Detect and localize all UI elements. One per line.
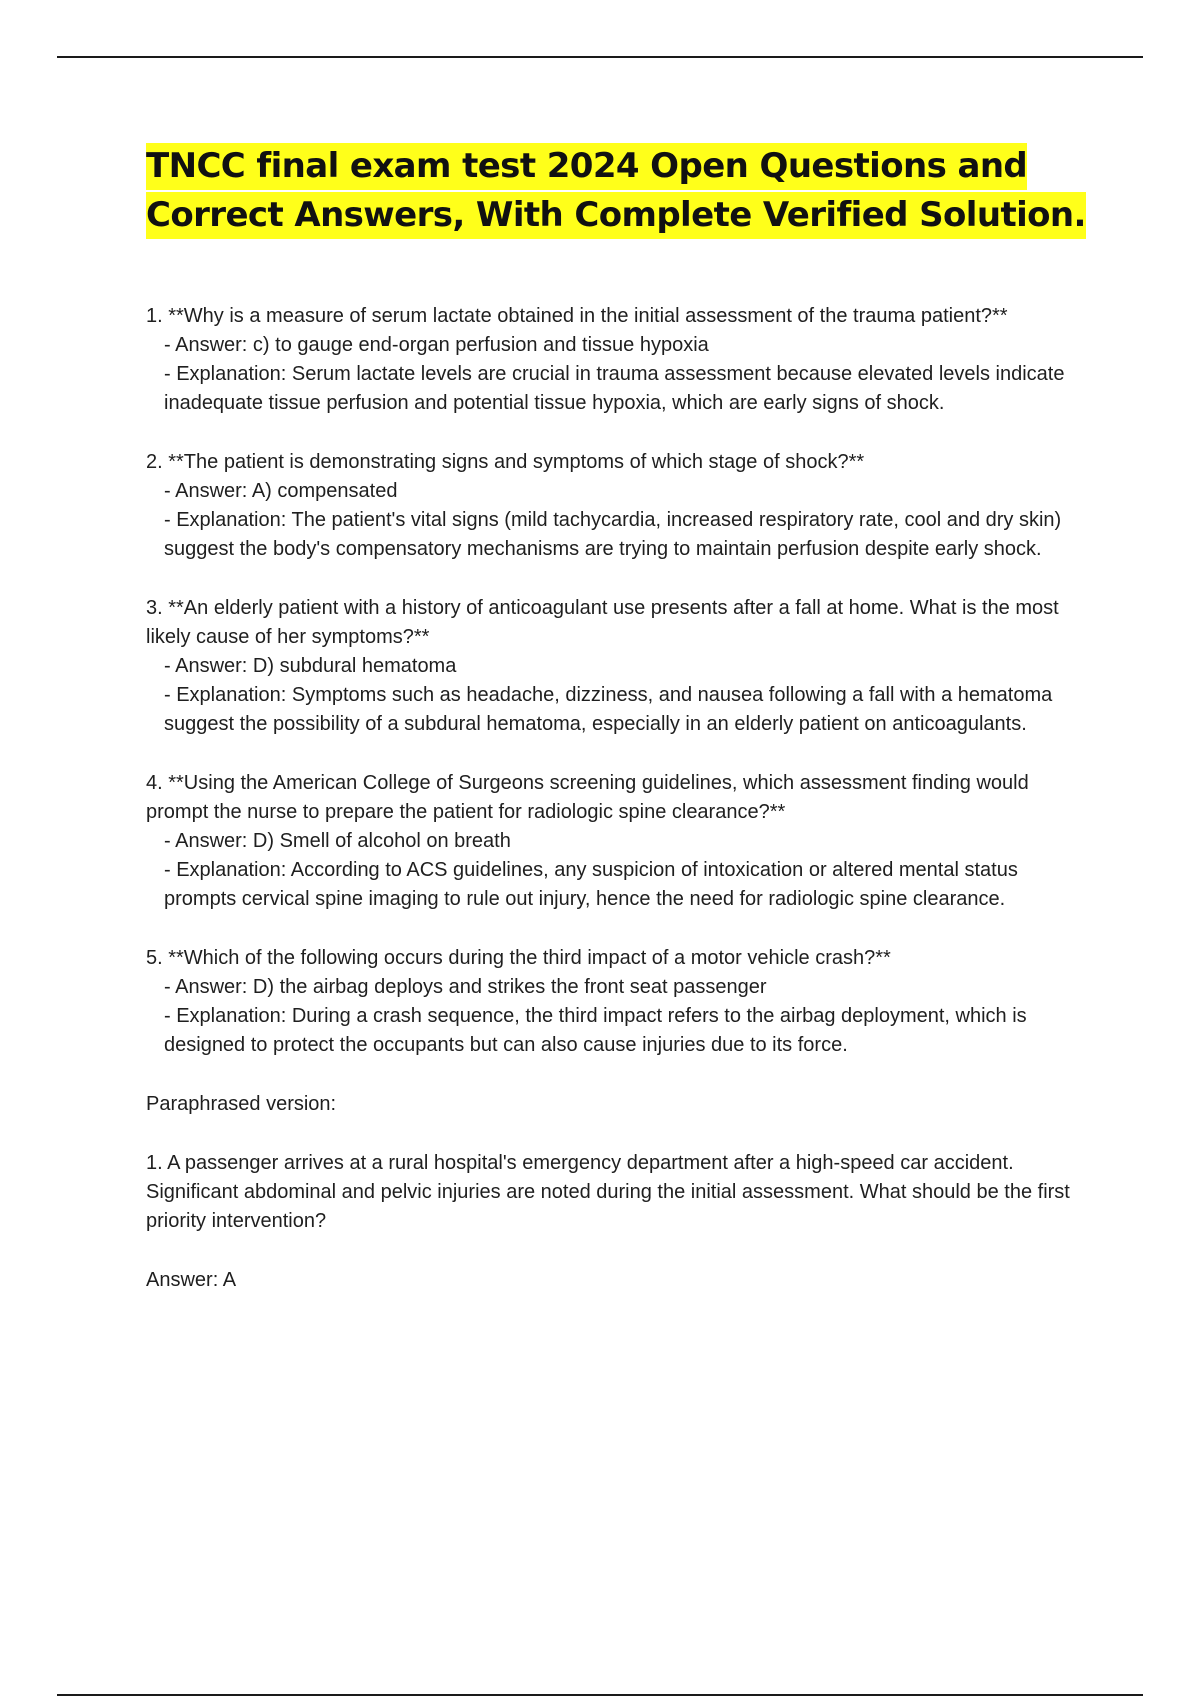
answer-line: - Answer: D) Smell of alcohol on breath bbox=[164, 830, 511, 852]
paraphrased-question: 1. A passenger arrives at a rural hospital's emergency department after a high-speed car accident. Significant abdominal and pelvic injuries are noted during the initial assessment. What should be the first priority intervention? bbox=[146, 1152, 1070, 1232]
answer-line: - Answer: c) to gauge end-organ perfusion and tissue hypoxia bbox=[164, 334, 709, 356]
explanation-text: - Explanation: Serum lactate levels are crucial in trauma assessment because elevated levels indicate inadequate tissue perfusion and potential tissue hypoxia, which are early signs of shock. bbox=[164, 363, 1065, 414]
paraphrased-answer: Answer: A bbox=[146, 1269, 237, 1291]
paraphrased-heading: Paraphrased version: bbox=[146, 1093, 337, 1115]
top-divider bbox=[57, 56, 1143, 58]
question-text: 4. **Using the American College of Surgeons screening guidelines, which assessment finding would prompt the nurse to prepare the patient for radiologic spine clearance?** bbox=[146, 772, 1029, 823]
explanation-text: - Explanation: According to ACS guidelines, any suspicion of intoxication or altered mental status prompts cervical spine imaging to rule out injury, hence the need for radiologic spine clearance. bbox=[164, 859, 1018, 910]
answer-line: - Answer: D) subdural hematoma bbox=[164, 655, 457, 677]
question-block-1 bbox=[146, 302, 1086, 418]
bottom-divider bbox=[57, 1694, 1143, 1696]
question-block-5 bbox=[146, 944, 1086, 1060]
question-text: 5. **Which of the following occurs during the third impact of a motor vehicle crash?** bbox=[146, 947, 891, 969]
answer-line: - Answer: D) the airbag deploys and strikes the front seat passenger bbox=[164, 976, 767, 998]
question-block-4 bbox=[146, 769, 1086, 914]
title-highlight: TNCC final exam test 2024 Open Questions and Correct Answers, With Complete Verified Solution. bbox=[146, 143, 1086, 239]
explanation-text: - Explanation: During a crash sequence, the third impact refers to the airbag deployment, which is designed to protect the occupants but can also cause injuries due to its force. bbox=[164, 1005, 1027, 1056]
explanation-text: - Explanation: Symptoms such as headache, dizziness, and nausea following a fall with a hematoma suggest the possibility of a subdural hematoma, especially in an elderly patient on anticoagulants. bbox=[164, 684, 1053, 735]
question-block-3 bbox=[146, 594, 1086, 739]
question-text: 2. **The patient is demonstrating signs and symptoms of which stage of shock?** bbox=[146, 451, 865, 473]
document-title bbox=[146, 142, 1106, 240]
explanation-text: - Explanation: The patient's vital signs (mild tachycardia, increased respiratory rate, cool and dry skin) suggest the body's compensatory mechanisms are trying to maintain perfusion despite early shock. bbox=[164, 509, 1062, 560]
document-body bbox=[146, 302, 1086, 1325]
answer-line: - Answer: A) compensated bbox=[164, 480, 398, 502]
question-block-2 bbox=[146, 448, 1086, 564]
question-text: 3. **An elderly patient with a history of anticoagulant use presents after a fall at home. What is the most likely cause of her symptoms?** bbox=[146, 597, 1059, 648]
question-text: 1. **Why is a measure of serum lactate obtained in the initial assessment of the trauma patient?** bbox=[146, 305, 1008, 327]
